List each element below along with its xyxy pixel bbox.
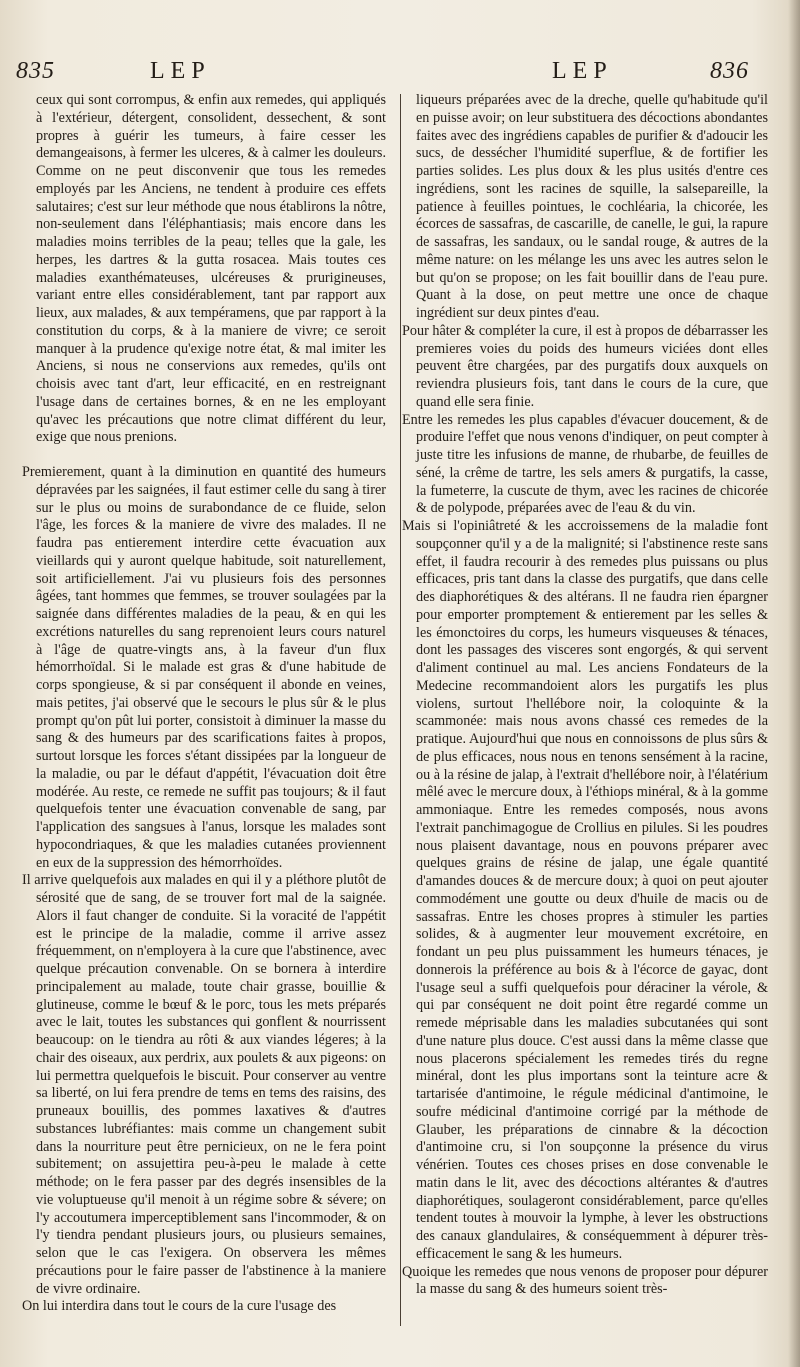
- paragraph: Pour hâter & compléter la cure, il est à propos de débarrasser les premieres voies du poids des humeurs viciées dont elles peuvent être chargées, par des purgatifs doux auxquels on reviendra plusieurs fois, tant dans le cours de la cure, que quand elle sera finie.: [402, 322, 768, 410]
- right-column: [402, 92, 768, 1364]
- paragraph: On lui interdira dans tout le cours de la cure l'usage des: [22, 1298, 337, 1315]
- paragraph: Entre les remedes les plus capables d'évacuer doucement, & de produire l'effet que nous venons d'indiquer, on peut compter à juste titre les infusions de manne, de rhubarbe, de feuilles de séné, la crême de tartre, les sels amers & purgatifs, la casse, la fumeterre, la cuscute de thym, avec les racines de chicorée & de polypode, préparées avec de l'eau & du vin.: [402, 411, 768, 517]
- paragraph: Quoique les remedes que nous venons de proposer pour dépurer la masse du sang & des humeurs soient très-: [402, 1263, 768, 1298]
- page-header: [0, 58, 800, 92]
- paragraph: Mais si l'opiniâtreté & les accroissemens de la maladie font soupçonner qu'il y a de la malignité; si l'abstinence reste sans effet, il faudra recourir à des remedes plus puissans ou plus efficaces, pris tant dans la classe des purgatifs, que dans celle des diaphorétiques & des altérans. Il ne faudra rien épargner pour emporter promptement & entierement par les selles & les émonctoires du corps, les humeurs visqueuses & ténaces, dont les passages des visceres sont engorgés, & qui servent d'aliment continuel au mal. Les anciens Fondateurs de la Medecine recommandoient alors les purgatifs les plus violens, surtout l'hellébore noir, la coloquinte & la scammonée: mais nous avons chassé ces remedes de la pratique. Aujourd'hui que nous en connoissons de plus sûrs & de plus efficaces, nous nous en tenons sensément à la racine, ou à la résine de jalap, à l'extrait d'hellébore noir, à l'élatérium mêlé avec le mercure doux, à l'éthiops minéral, & à la gomme ammoniaque. Entre les remedes composés, nous avons l'extrait panchimagogue de Crollius en pilules. Si les poudres nous plaisent davantage, nous en pouvons préparer avec quelques grains de résine de jalap, une égale quantité d'amandes douces & de mercure doux; à quoi on peut ajouter commodément une goutte ou deux d'huile de macis ou de sassafras. Entre les choses propres à stimuler les parties solides, & à augmenter leur mouvement excrétoire, en fondant un peu plus puissamment les humeurs ténaces, je donnerois la préférence au bois & à l'écorce de gayac, dont l'usage seul a suffi quelquefois pour déraciner la vérole, & qui par conséquent ne doit point être regardé comme un remede méprisable dans les maladies subcutanées qui sont d'une nature plus douce. C'est aussi dans la même classe que nous placerons spécialement les remedes tirés du regne minéral, dont les plus importans sont la teinture acre & tartarisée d'antimoine, le régule médicinal d'antimoine, le soufre médicinal d'antimoine corrigé par la méthode de Glauber, les préparations de cinnabre & la décoction d'antimoine cru, si l'on soupçonne la présence du virus vénérien. Toutes ces choses prises en dose convenable le matin dans le lit, avec des décoctions altérantes & d'autres diaphorétiques, soulageront considérablement, parce qu'elles tendent toutes à mouvoir la lymphe, à lever les obstructions des canaux glandulaires, & conséquemment à dépurer très-efficacement le sang & les humeurs.: [402, 518, 768, 1262]
- column-divider: [400, 94, 401, 1326]
- page-number-right: 836: [710, 58, 749, 84]
- paragraph: Il arrive quelquefois aux malades en qui il y a pléthore plutôt de sérosité que de sang, de se trouver fort mal de la saignée. Alors il faut changer de conduite. Si la voracité de l'appétit est le principe de la maladie, comme il arrive assez fréquemment, on n'employera à la cure que l'abstinence, avec quelque précaution convenable. On se bornera à interdire principalement au malade, toute chair grasse, bouillie & glutineuse, comme le bœuf & le porc, tous les mets préparés avec le lait, toutes les substances qui gonflent & nourrissent beaucoup: on le tiendra au rôti & aux viandes légeres; à la chair des oiseaux, aux perdrix, aux poulets & aux pigeons: on lui permettra quelquefois le biscuit. Pour conserver au ventre sa liberté, on lui fera prendre de tems en tems des raisins, des pruneaux bouillis, des pommes laxatives & d'autres substances lubréfiantes: mais comme un changement subit dans la nourriture peut être pernicieux, on ne le fera point subitement; on assujettira peu-à-peu le malade à cette méthode; on le fera passer par des degrés insensibles de la vie voluptueuse qu'il menoit à un régime sobre & sévere; on l'y accoutumera imperceptiblement sans l'incommoder, & on l'y tiendra pendant plusieurs jours, ou plusieurs semaines, selon que le cas l'exigera. On observera les mêmes précautions pour le faire passer de l'abstinence à la maniere de vivre ordinaire.: [22, 872, 386, 1297]
- page-number-left: 835: [16, 58, 55, 84]
- paragraph: liqueurs préparées avec de la dreche, quelle qu'habitude qu'il en puisse avoir; on leur substituera des décoctions abondantes faites avec des ingrédiens capables de purifier & d'adoucir les sucs, de dessécher l'humidité superflue, & de fortifier les parties solides. Les plus doux & les plus usités d'entre ces ingrédiens, sont les racines de squille, la salsepareille, la patience à feuilles pointues, le cochléaria, la chicorée, les écorces de sassafras, de cascarille, de canelle, le gui, la rapure de sassafras, les sandaux, ou le sandal rouge, & autres de la même nature: on les mélange les uns avec les autres selon le but qu'on se propose; on les fait bouillir dans de l'eau pure. Quant à la dose, on peut mettre une once de chaque ingrédient sur deux pintes d'eau.: [416, 92, 768, 321]
- page-edge-shadow: [788, 0, 800, 1367]
- running-head-left: LEP: [150, 58, 211, 84]
- running-head-right: LEP: [552, 58, 613, 84]
- left-column: [22, 92, 386, 1364]
- paragraph: Premierement, quant à la diminution en quantité des humeurs dépravées par les saignées, il faut estimer celle du sang à tirer sur le plus ou moins de surabondance de ce fluide, selon l'âge, les forces & la maniere de vivre des malades. Il ne faudra pas entierement interdire cette évacuation aux vieillards qui y auront quelque habitude, soit naturellement, soit artificiellement. J'ai vu plusieurs fois des personnes âgées, tant hommes que femmes, se trouver soulagées par la saignée dans différentes maladies de la peau, & en qui les excrétions naturelles du sang reprenoient leurs cours naturel à l'âge de quatre-vingts ans, à la faveur d'un flux hémorrhoïdal. Si le malade est gras & d'une habitude de corps spongieuse, & si par conséquent il abonde en veines, mais petites, j'ai observé que le secours le plus sûr & le plus prompt qu'on pût lui porter, consistoit à diminuer la masse du sang & des humeurs par des scarifications faites à propos, surtout lorsque les forces s'étant dissipées par la longueur de la maladie, ou par le défaut d'appétit, l'évacuation doit être modérée. Au reste, ce remede ne suffit pas toujours; & il faut quelquefois tenter une évacuation convenable de sang, par l'application des sangsues à l'anus, lorsque les malades sont hypocondriaques, & que les maladies cutanées proviennent en eux de la suppression des hémorrhoïdes.: [22, 464, 386, 871]
- paragraph: ceux qui sont corrompus, & enfin aux remedes, qui appliqués à l'extérieur, détergent, consolident, dessechent, & sont propres à guérir les tumeurs, à faire cesser les demangeaisons, à fermer les ulceres, & à calmer les douleurs. Comme on ne peut disconvenir que tous les remedes employés par les Anciens, ne tendent à produire ces effets salutaires; c'est sur leur méthode que nous établirons la nôtre, non-seulement dans l'éléphantiasis; mais encore dans les maladies moins terribles de la peau; telles que la gale, les herpes, les dartres & la gutta rosacea. Mais toutes ces maladies exanthémateuses, ulcéreuses & prurigineuses, variant entre elles considérablement, tant par rapport aux lieux, aux malades, & aux tempéramens, que par rapport à la constitution du corps, & à la maniere de vivre; ce seroit manquer à la prudence qu'exige notre état, & mal imiter les Anciens, si nous ne conservions aux remedes, qu'ils ont choisis avec tant d'art, leur efficacité, en en restreignant l'usage dans de certaines bornes, & en ne les employant qu'avec les précautions que notre climat différent du leur, exige que nous prenions.: [36, 92, 386, 446]
